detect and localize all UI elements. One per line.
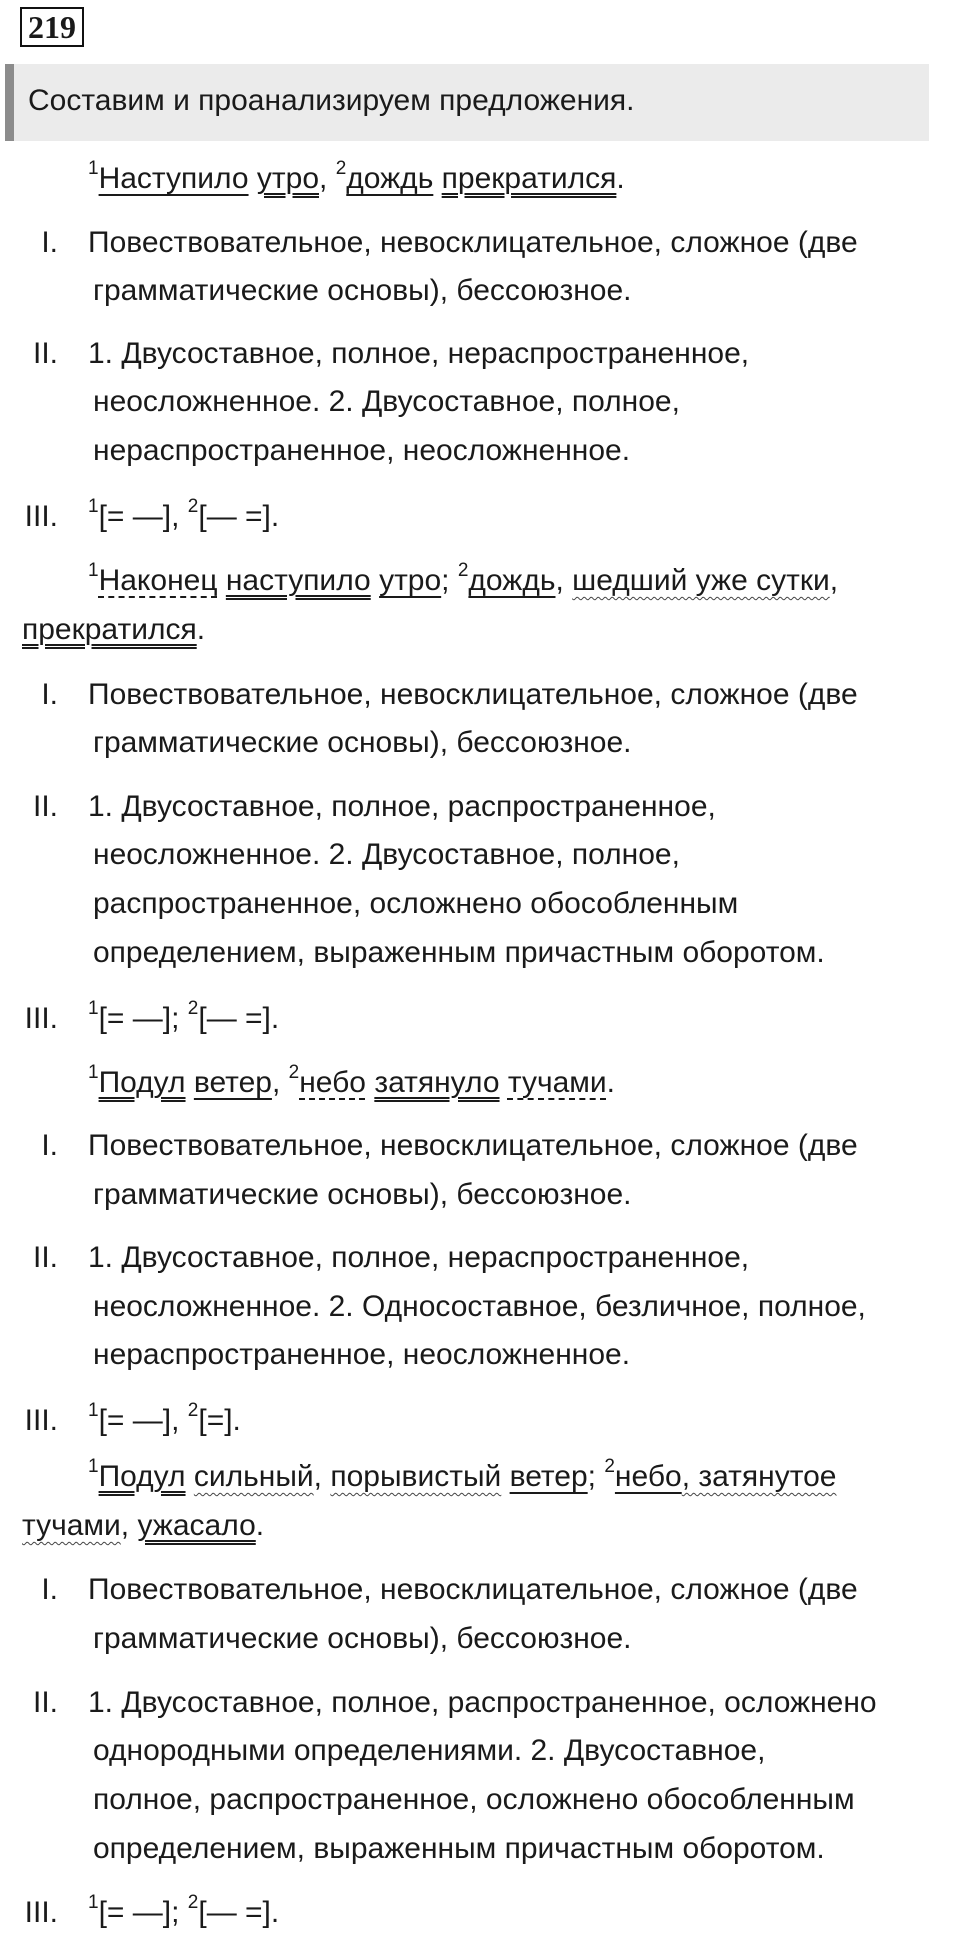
punct: ; <box>587 1460 605 1493</box>
scheme-part: [= —]; <box>98 1896 188 1929</box>
predicate: ужасало <box>137 1509 256 1542</box>
analysis-line: Повествовательное, невосклицательное, сложное (две <box>88 1573 858 1606</box>
clause-number: 2 <box>604 1456 615 1477</box>
analysis-line: Повествовательное, невосклицательное, сложное (две <box>88 226 858 259</box>
scheme-line <box>88 999 279 1039</box>
punct: . <box>255 1509 265 1542</box>
analysis-line: полное, распространенное, осложнено обособленным <box>93 1783 855 1816</box>
clause-number: 1 <box>88 560 99 581</box>
clause-number: 2 <box>187 1892 199 1913</box>
clause-number: 1 <box>88 1400 99 1421</box>
analysis-line: 1. Двусоставное, полное, распространенное, <box>88 790 716 823</box>
clause-number: 2 <box>187 998 199 1019</box>
scheme-part: [= —], <box>98 1404 188 1437</box>
attribute: тучами <box>22 1509 121 1542</box>
punct: . <box>196 613 206 646</box>
sentence-3 <box>88 1063 615 1103</box>
analysis-line: грамматические основы), бессоюзное. <box>93 1622 632 1655</box>
scheme-part: [— =]. <box>198 500 280 533</box>
scheme-part: [= —], <box>98 500 188 533</box>
roman-numeral: I. <box>41 226 58 259</box>
task-header <box>5 64 929 141</box>
roman-numeral: II. <box>32 1686 58 1719</box>
analysis-line: неосложненное. 2. Двусоставное, полное, <box>93 838 680 871</box>
clause-number: 1 <box>88 998 99 1019</box>
subject: дождь <box>346 162 434 195</box>
analysis-line: грамматические основы), бессоюзное. <box>93 274 632 307</box>
roman-numeral: III. <box>24 1896 58 1929</box>
punct: , <box>319 162 328 195</box>
clause-number: 2 <box>187 1400 199 1421</box>
predicate: наступило <box>225 564 371 597</box>
attribute: шедший уже сутки <box>572 564 830 597</box>
scheme-part: [— =]. <box>198 1896 280 1929</box>
clause-number: 2 <box>187 496 199 517</box>
scheme-line <box>88 1401 241 1441</box>
predicate: утро <box>256 162 319 195</box>
subject: ветер <box>509 1460 588 1493</box>
analysis-line: нераспространенное, неосложненное. <box>93 434 631 467</box>
punct: , <box>271 1066 289 1099</box>
subject: ветер <box>193 1066 272 1099</box>
scheme-part: [— =]. <box>198 1002 280 1035</box>
sentence-2 <box>88 561 838 601</box>
scheme-part: [= —]; <box>98 1002 188 1035</box>
predicate: Подул <box>98 1066 186 1099</box>
punct: ; <box>441 564 458 597</box>
analysis-line: Повествовательное, невосклицательное, сложное (две <box>88 678 858 711</box>
predicate: прекратился <box>441 162 617 195</box>
punct: , <box>120 1509 138 1542</box>
subject: Наступило <box>98 162 249 195</box>
roman-numeral: II. <box>32 1241 58 1274</box>
analysis-line: Повествовательное, невосклицательное, сложное (две <box>88 1129 858 1162</box>
clause-number: 2 <box>335 158 347 179</box>
adverbial: Наконец <box>98 564 218 597</box>
punct: . <box>606 1066 615 1099</box>
roman-numeral: I. <box>41 678 58 711</box>
clause-number: 1 <box>88 1892 99 1913</box>
analysis-line: грамматические основы), бессоюзное. <box>93 1178 632 1211</box>
scheme-line <box>88 1893 279 1933</box>
predicate: прекратился <box>22 613 197 646</box>
analysis-line: определением, выраженным причастным оборотом. <box>93 936 825 969</box>
subject: небо <box>614 1460 682 1493</box>
sentence-4 <box>88 1457 837 1497</box>
punct: , <box>829 564 839 597</box>
roman-numeral: I. <box>41 1573 58 1606</box>
roman-numeral: III. <box>24 1404 58 1437</box>
punct: , <box>313 1460 331 1493</box>
scheme-line <box>88 497 279 537</box>
analysis-line: 1. Двусоставное, полное, нераспространенное, <box>88 337 750 370</box>
roman-numeral: II. <box>32 337 58 370</box>
attribute: сильный <box>193 1460 314 1493</box>
clause-number: 1 <box>88 496 99 517</box>
sentence-4-cont <box>22 1506 264 1546</box>
clause-number: 2 <box>457 560 469 581</box>
scheme-part: [=]. <box>198 1404 241 1437</box>
attribute: , затянутое <box>681 1460 837 1493</box>
clause-number: 1 <box>88 1062 99 1083</box>
analysis-line: определением, выраженным причастным оборотом. <box>93 1832 825 1865</box>
sentence-1 <box>88 159 625 199</box>
roman-numeral: III. <box>24 1002 58 1035</box>
attribute: порывистый <box>330 1460 502 1493</box>
analysis-line: распространенное, осложнено обособленным <box>93 887 739 920</box>
object: тучами <box>507 1066 607 1099</box>
task-header-text: Составим и проанализируем предложения. <box>28 84 635 117</box>
punct: . <box>616 162 625 195</box>
analysis-line: однородными определениями. 2. Двусоставное, <box>93 1734 766 1767</box>
analysis-line: грамматические основы), бессоюзное. <box>93 726 632 759</box>
sentence-2-cont <box>22 610 205 650</box>
clause-number: 1 <box>88 158 99 179</box>
predicate: затянуло <box>374 1066 500 1099</box>
roman-numeral: II. <box>32 790 58 823</box>
task-number: 219 <box>20 7 84 47</box>
subject: утро <box>379 564 442 597</box>
analysis-line: неосложненное. 2. Односоставное, безличное, полное, <box>93 1290 866 1323</box>
predicate: Подул <box>98 1460 186 1493</box>
object: небо <box>299 1066 366 1099</box>
analysis-line: 1. Двусоставное, полное, распространенное, осложнено <box>88 1686 877 1719</box>
subject: дождь <box>468 564 556 597</box>
roman-numeral: III. <box>24 500 58 533</box>
clause-number: 1 <box>88 1456 99 1477</box>
roman-numeral: I. <box>41 1129 58 1162</box>
clause-number: 2 <box>288 1062 300 1083</box>
analysis-line: неосложненное. 2. Двусоставное, полное, <box>93 385 680 418</box>
analysis-line: нераспространенное, неосложненное. <box>93 1338 631 1371</box>
analysis-line: 1. Двусоставное, полное, нераспространенное, <box>88 1241 750 1274</box>
punct: , <box>555 564 573 597</box>
